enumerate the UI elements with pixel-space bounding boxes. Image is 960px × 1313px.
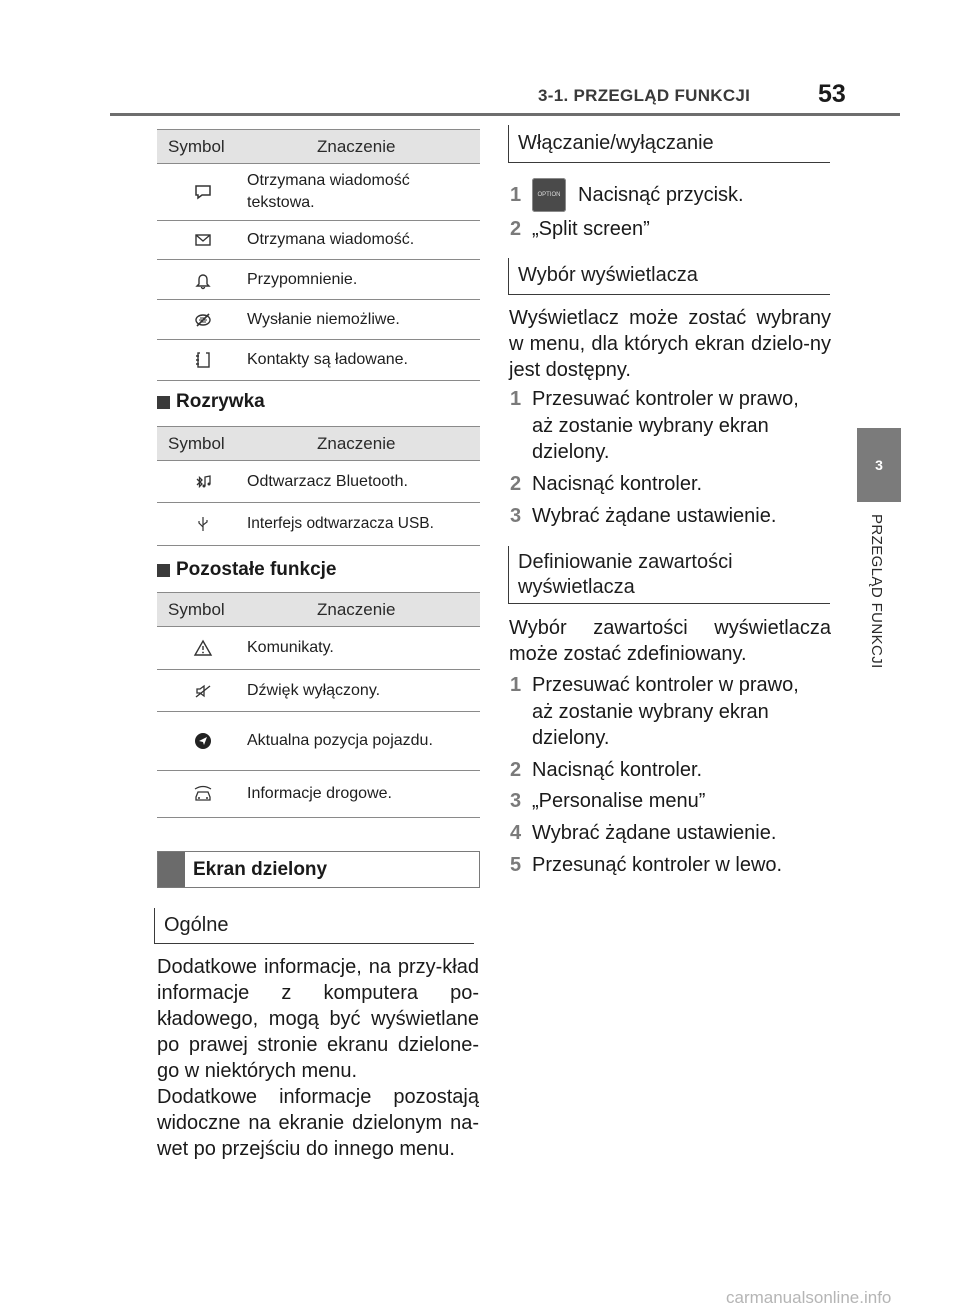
row-text: Przypomnienie. [247, 270, 358, 288]
col-meaning-header: Znaczenie [317, 136, 396, 156]
section-heading-rozrywka [157, 391, 265, 413]
step-number: 2 [510, 759, 522, 781]
usb-icon [157, 514, 247, 534]
row-text: Interfejs odtwarzacza USB. [247, 515, 434, 532]
table-row [157, 221, 480, 260]
section-heading-pozostale [157, 559, 337, 581]
step-text: Wybrać żądane ustawienie. [532, 822, 777, 844]
option-button-icon: OPTION [532, 178, 566, 212]
send-disabled-icon [157, 310, 247, 330]
chapter-heading-title: Ekran dzielony [193, 858, 328, 880]
col-symbol-header: Symbol [168, 599, 225, 619]
subheading-wybor: Wybór wyświetlacza [508, 258, 830, 295]
row-text: Otrzymana wiadomość tekstowa. [247, 172, 410, 211]
step-number: 2 [510, 218, 522, 240]
section-title: Rozrywka [176, 391, 265, 412]
col-symbol-header: Symbol [168, 433, 225, 453]
step-item [510, 178, 832, 212]
step-item [510, 471, 832, 498]
header-section-title: 3-1. PRZEGLĄD FUNKCJI [538, 86, 751, 105]
step-number: 4 [510, 822, 522, 844]
messages-symbol-table [157, 129, 480, 381]
table-row [157, 503, 480, 546]
subheading-definiowanie: Definiowanie zawartości wyświetlacza [508, 546, 830, 604]
table-row [157, 627, 480, 670]
step-text: Nacisnąć kontroler. [532, 473, 703, 495]
step-number: 5 [510, 854, 522, 876]
row-text: Odtwarzacz Bluetooth. [247, 472, 408, 490]
row-text: Informacje drogowe. [247, 785, 392, 802]
contacts-loading-icon [157, 350, 247, 370]
bluetooth-music-icon [157, 472, 247, 492]
header-divider [110, 113, 900, 116]
step-text: Wybrać żądane ustawienie. [532, 505, 777, 527]
row-text: Dźwięk wyłączony. [247, 681, 381, 699]
paragraph-definiowanie-intro: Wybór zawartości wyświetlacza może zostać zdefiniowany. [509, 617, 831, 665]
table-row [157, 670, 480, 712]
table-row [157, 712, 480, 771]
step-text: „Personalise menu” [532, 790, 706, 812]
step-number: 2 [510, 473, 522, 495]
traffic-info-icon [157, 784, 247, 804]
table-row [157, 461, 480, 503]
step-number: 3 [510, 790, 522, 812]
chapter-heading-box [157, 851, 480, 888]
step-number: 3 [510, 505, 522, 527]
other-functions-symbol-table [157, 592, 480, 818]
col-meaning-header: Znaczenie [317, 433, 396, 453]
subheading-ogolne: Ogólne [154, 908, 474, 944]
bullet-square-icon [157, 564, 170, 577]
vehicle-position-icon [157, 731, 247, 751]
entertainment-symbol-table [157, 426, 480, 546]
step-text: Przesunąć kontroler w lewo. [532, 854, 783, 876]
paragraph-general-1: Dodatkowe informacje, na przy-kład informacje z komputera po-kładowego, mogą być wyświetlane po prawej stronie ekranu dzielone-go w niektórych menu. [157, 956, 479, 1082]
step-item [510, 216, 832, 243]
paragraph-wybor-intro: Wyświetlacz może zostać wybrany w menu, dla których ekran dzielo-ny jest dostępny. [509, 307, 831, 381]
step-item [510, 503, 832, 530]
table-row [157, 300, 480, 340]
warning-triangle-icon [157, 638, 247, 658]
step-item [510, 757, 832, 784]
paragraph-general-2: Dodatkowe informacje pozostają widoczne na ekranie dzielonym na-wet po przejściu do innego menu. [157, 1086, 479, 1160]
bullet-square-icon [157, 396, 170, 409]
step-text: Nacisnąć przycisk. [578, 183, 744, 206]
step-text: „Split screen” [532, 218, 650, 240]
step-number: 1 [510, 674, 522, 696]
step-text: Przesuwać kontroler w prawo, aż zostanie wybrany ekran dzielony. [532, 388, 799, 463]
subheading-wlaczanie: Włączanie/wyłączanie [508, 125, 830, 163]
step-number: 1 [510, 388, 522, 410]
table-row [157, 340, 480, 381]
step-text: Nacisnąć kontroler. [532, 759, 703, 781]
row-text: Wysłanie niemożliwe. [247, 310, 400, 328]
row-text: Otrzymana wiadomość. [247, 231, 415, 248]
section-title: Pozostałe funkcje [176, 559, 337, 580]
chapter-tab: 3 [857, 428, 901, 502]
step-text: Przesuwać kontroler w prawo, aż zostanie wybrany ekran dzielony. [532, 674, 799, 749]
row-text: Komunikaty. [247, 639, 334, 656]
bell-icon [157, 270, 247, 290]
watermark-text: carmanualsonline.info [726, 1288, 892, 1307]
page-number: 53 [818, 80, 846, 108]
table-header [157, 426, 480, 461]
step-item [510, 672, 822, 752]
table-header [157, 592, 480, 627]
step-item [510, 820, 832, 847]
step-item [510, 386, 822, 466]
col-symbol-header: Symbol [168, 136, 225, 156]
speaker-muted-icon [157, 681, 247, 701]
row-text: Kontakty są ładowane. [247, 351, 408, 368]
table-header [157, 129, 480, 164]
chapter-side-label: PRZEGLĄD FUNKCJI [868, 514, 885, 669]
col-meaning-header: Znaczenie [317, 599, 396, 619]
table-row [157, 771, 480, 818]
table-row [157, 260, 480, 300]
heading-accent-bar [158, 852, 185, 887]
table-row [157, 164, 480, 221]
step-number: 1 [510, 183, 522, 206]
step-item [510, 788, 832, 815]
envelope-icon [157, 230, 247, 250]
speech-bubble-icon [157, 182, 247, 202]
step-item [510, 852, 832, 879]
row-text: Aktualna pozycja pojazdu. [247, 732, 433, 749]
